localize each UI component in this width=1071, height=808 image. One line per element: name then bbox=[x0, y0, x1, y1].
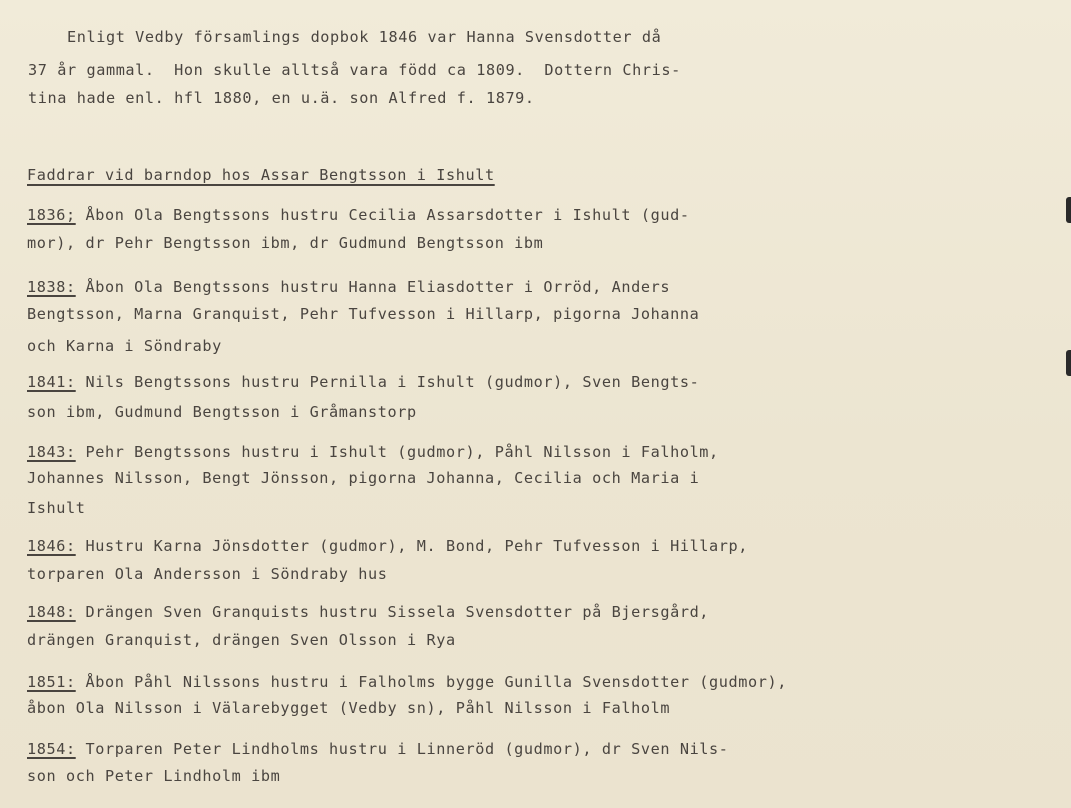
entry bbox=[27, 206, 690, 224]
entry-text: Nils Bengtssons hustru Pernilla i Ishult (gudmor), Sven Bengts- bbox=[75, 373, 700, 391]
entry-year: 1838: bbox=[27, 278, 76, 296]
entry-text: Hustru Karna Jönsdotter (gudmor), M. Bond, Pehr Tufvesson i Hillarp, bbox=[75, 537, 749, 555]
entry-line: Ishult bbox=[27, 499, 86, 517]
entry-year: 1848: bbox=[27, 603, 76, 621]
entry-year: 1836; bbox=[27, 206, 76, 224]
entry-text: Åbon Ola Bengtssons hustru Hanna Eliasdotter i Orröd, Anders bbox=[75, 278, 671, 296]
entry-year: 1851: bbox=[27, 673, 76, 691]
entry-year: 1841: bbox=[27, 373, 76, 391]
section-heading: Faddrar vid barndop hos Assar Bengtsson i Ishult bbox=[27, 166, 495, 184]
entry-year: 1846: bbox=[27, 537, 76, 555]
entry-line: och Karna i Söndraby bbox=[27, 337, 222, 355]
entry-text: Åbon Ola Bengtssons hustru Cecilia Assarsdotter i Ishult (gud- bbox=[75, 206, 690, 224]
entry-line: Bengtsson, Marna Granquist, Pehr Tufvesson i Hillarp, pigorna Johanna bbox=[27, 305, 700, 323]
entry-year: 1854: bbox=[27, 740, 76, 758]
entry bbox=[27, 673, 787, 691]
intro-line: tina hade enl. hfl 1880, en u.ä. son Alfred f. 1879. bbox=[28, 89, 535, 107]
entry-line: son ibm, Gudmund Bengtsson i Gråmanstorp bbox=[27, 403, 417, 421]
entry bbox=[27, 740, 729, 758]
entry-line: mor), dr Pehr Bengtsson ibm, dr Gudmund Bengtsson ibm bbox=[27, 234, 544, 252]
entry bbox=[27, 603, 709, 621]
entry-line: son och Peter Lindholm ibm bbox=[27, 767, 281, 785]
entry-text: Torparen Peter Lindholms hustru i Linneröd (gudmor), dr Sven Nils- bbox=[75, 740, 729, 758]
entry-line: torparen Ola Andersson i Söndraby hus bbox=[27, 565, 388, 583]
entry-text: Åbon Påhl Nilssons hustru i Falholms bygge Gunilla Svensdotter (gudmor), bbox=[75, 673, 788, 691]
entry-line: Johannes Nilsson, Bengt Jönsson, pigorna Johanna, Cecilia och Maria i bbox=[27, 469, 700, 487]
entry-year: 1843: bbox=[27, 443, 76, 461]
binder-hole-mark bbox=[1066, 197, 1071, 223]
entry bbox=[27, 537, 748, 555]
entry-line: drängen Granquist, drängen Sven Olsson i Rya bbox=[27, 631, 456, 649]
entry-text: Pehr Bengtssons hustru i Ishult (gudmor), Påhl Nilsson i Falholm, bbox=[75, 443, 719, 461]
intro-line: Enligt Vedby församlings dopbok 1846 var Hanna Svensdotter då bbox=[28, 28, 662, 46]
entry-text: Drängen Sven Granquists hustru Sissela Svensdotter på Bjersgård, bbox=[75, 603, 710, 621]
intro-line: 37 år gammal. Hon skulle alltså vara född ca 1809. Dottern Chris- bbox=[28, 61, 681, 79]
entry bbox=[27, 373, 699, 391]
entry bbox=[27, 278, 670, 296]
entry bbox=[27, 443, 719, 461]
entry-line: åbon Ola Nilsson i Välarebygget (Vedby sn), Påhl Nilsson i Falholm bbox=[27, 699, 671, 717]
binder-hole-mark bbox=[1066, 350, 1071, 376]
